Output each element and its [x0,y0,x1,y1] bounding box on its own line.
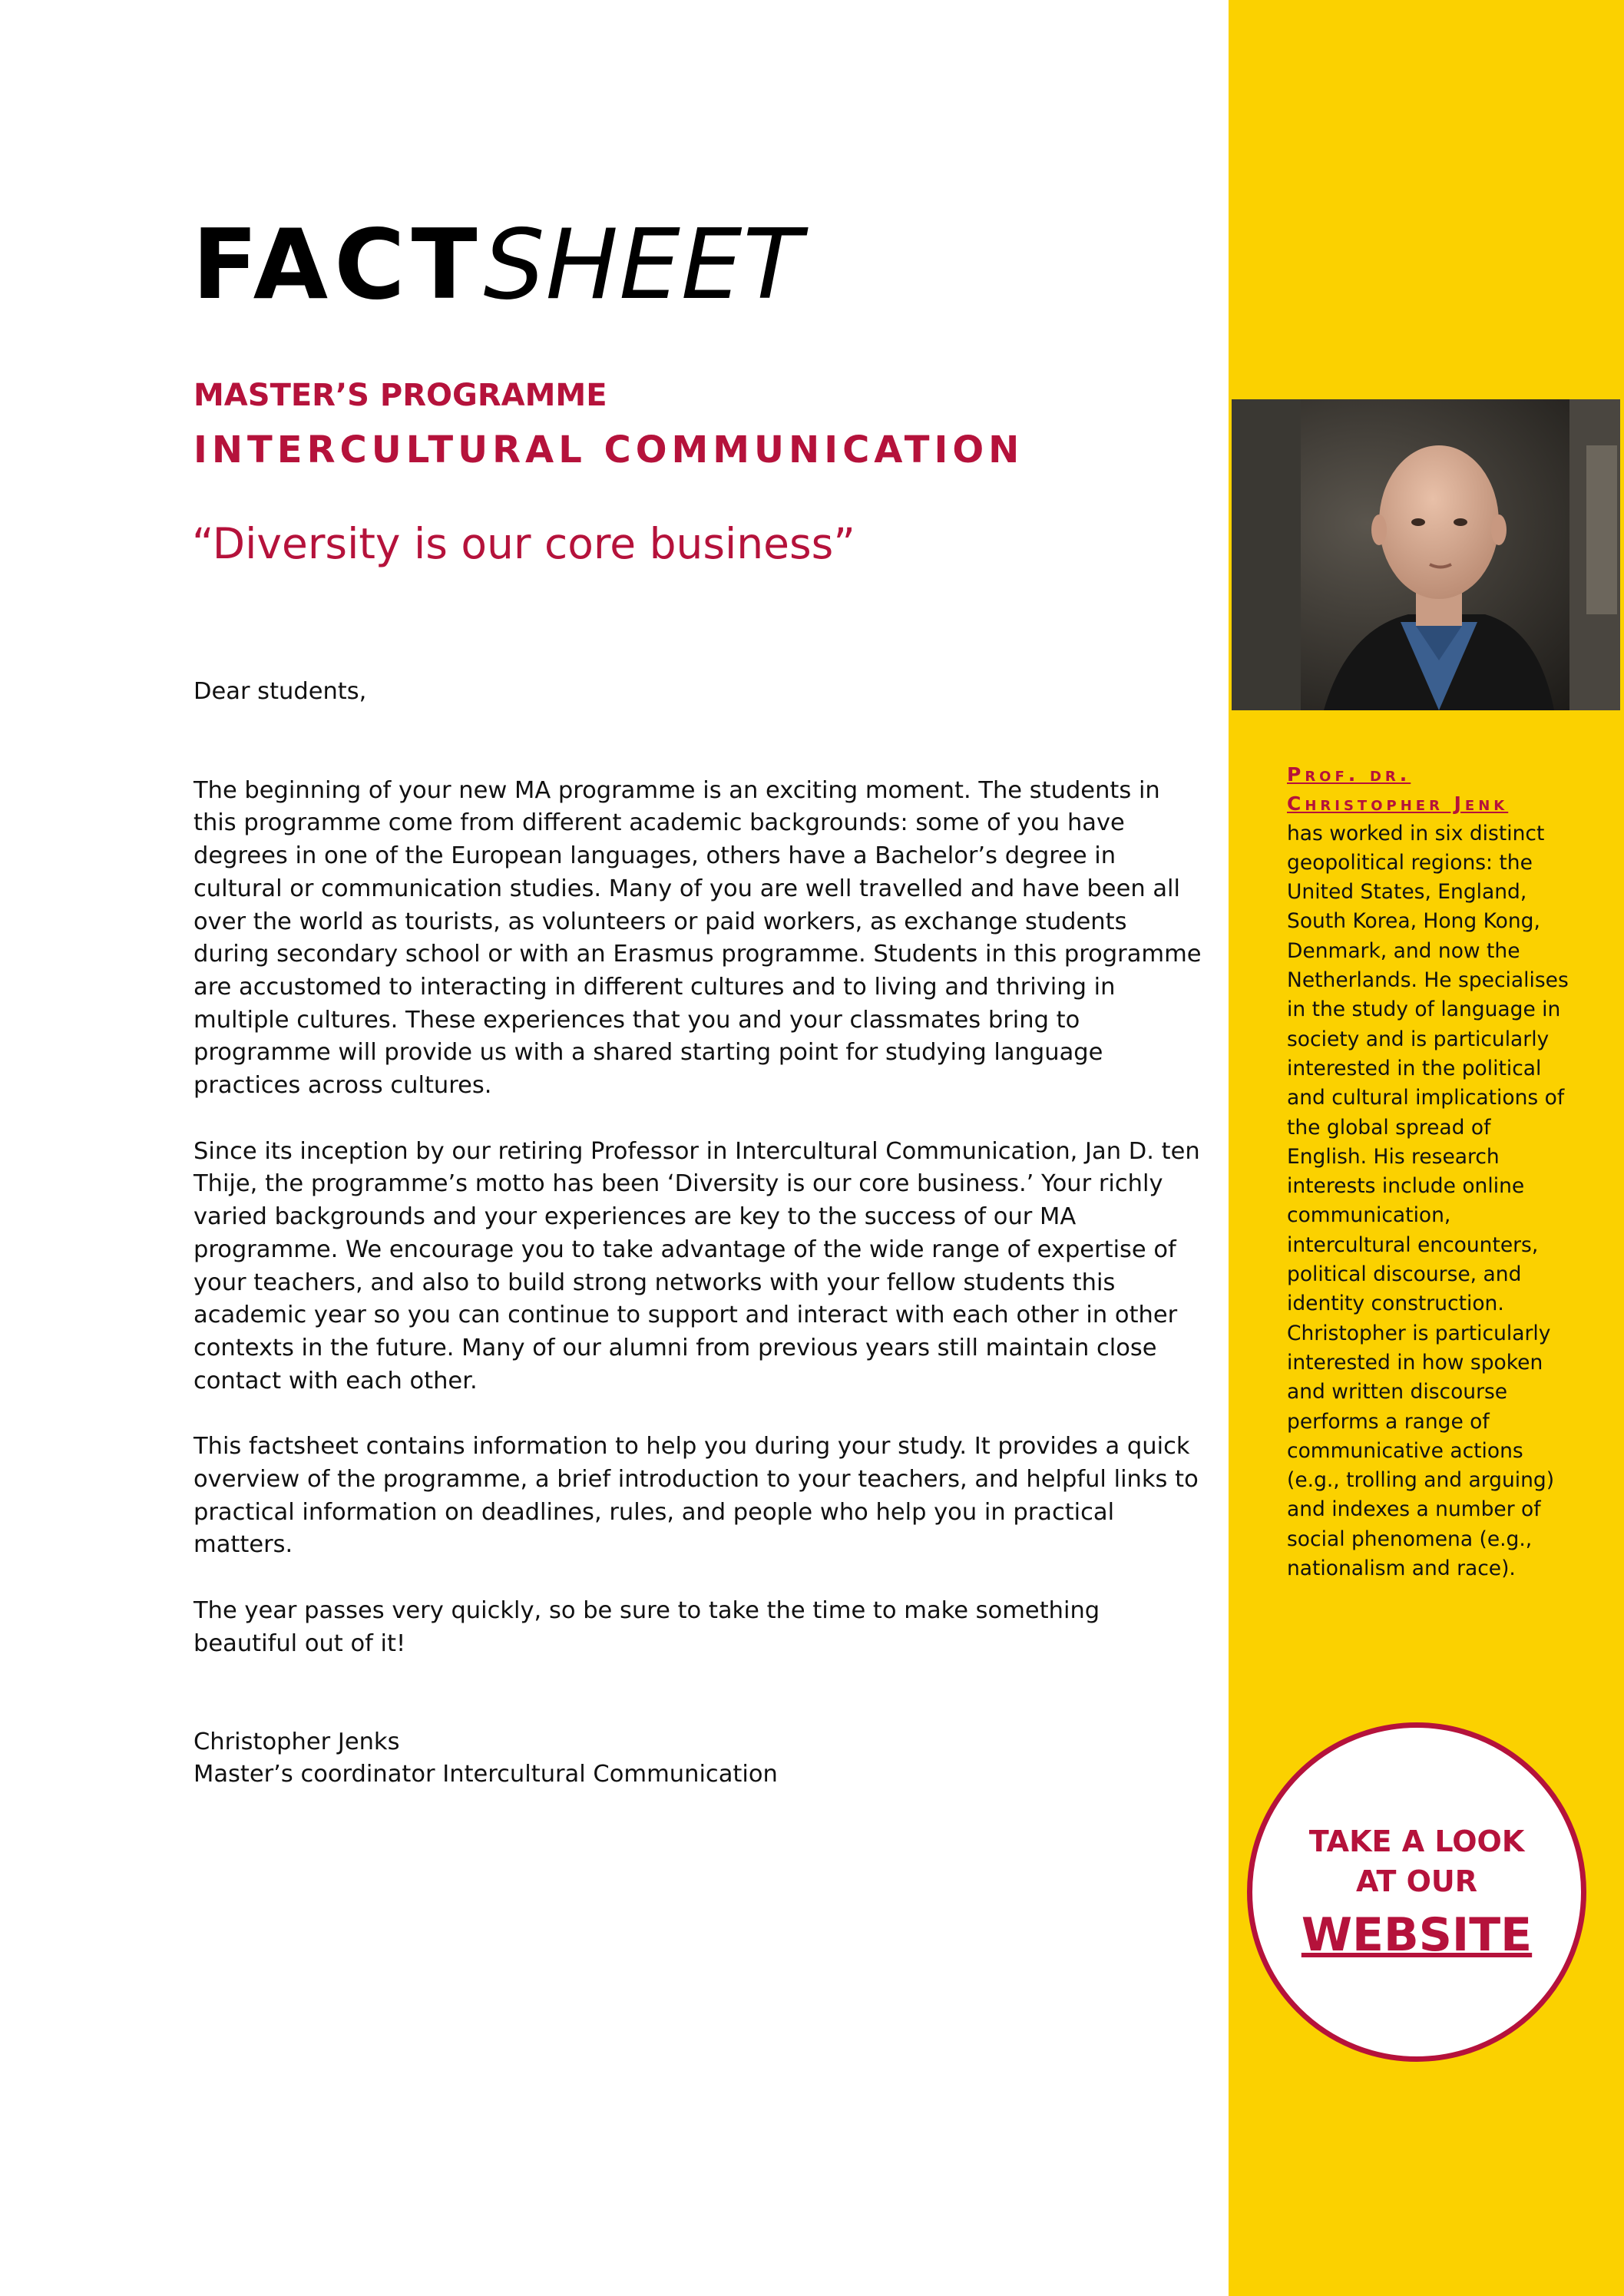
website-callout-line-2: AT OUR [1355,1864,1478,1898]
letter-paragraph-1: The beginning of your new MA programme is an exciting moment. The students in this programme come from different academic backgrounds: some of you have degrees in one of the European languages, others have a Bachelor’s degree in cultural or communication studies. Many of you are well travelled and have been all over the world as tourists, as volunteers or paid workers, as exchange students during secondary school or with an Erasmus programme. Students in this programme are accustomed to interacting in different cultures and to living and thriving in multiple cultures. These experiences that you and your classmates bring to programme will provide us with a shared starting point for studying language practices across cultures. [193,776,1202,1100]
signature-name: Christopher Jenks [193,1728,400,1755]
letter-paragraph-4: The year passes very quickly, so be sure to take the time to make something beautiful out of it! [193,1597,1100,1657]
welcome-letter [193,676,1207,1791]
website-link[interactable]: WEBSITE [1301,1908,1533,1962]
programme-motto: “Diversity is our core business” [192,519,855,568]
website-callout-line-1: TAKE A LOOK [1308,1825,1525,1858]
programme-name: INTERCULTURAL COMMUNICATION [193,428,1024,471]
title-italic-part: SHEET [483,208,803,321]
letter-paragraph-3: This factsheet contains information to help you during your study. It provides a quick overview of the programme, a brief introduction to your teachers, and helpful links to practical information on deadlines, rules, and people who help you in practical matters. [193,1433,1199,1559]
coordinator-bio [1287,760,1569,1583]
title-bold-part: FACT [192,208,484,321]
letter-paragraph-2: Since its inception by our retiring Professor in Intercultural Communication, Jan D. ten Thije, the programme’s motto has been ‘Diversity is our core business.’ Your richly varied backgrounds and your experiences are key to the success of our MA programme. We encourage you to take advantage of the wide range of expertise of your teachers, and also to build strong networks with your fellow students this academic year so you can continue to support and interact with each other in other contexts in the future. Many of our alumni from previous years still maintain close contact with each other. [193,1137,1200,1394]
programme-label: MASTER’S PROGRAMME [193,378,607,413]
website-callout[interactable] [1247,1722,1586,2062]
page-title [192,200,802,330]
letter-greeting: Dear students, [193,678,367,705]
signature-role: Master’s coordinator Intercultural Communication [193,1761,778,1788]
portrait-image [1232,399,1620,710]
bio-name-line-2: Christopher Jenk [1287,792,1509,816]
coordinator-photo [1232,399,1620,710]
bio-text: has worked in six distinct geopolitical regions: the United States, England, South Korea, Hong Kong, Denmark, and now the Netherlands. He specialises in the study of language in society and is particularly interested in the political and cultural implications of the global spread of English. His research interests include online communication, intercultural encounters, political discourse, and identity construction. Christopher is particularly interested in how spoken and written discourse performs a range of communicative actions (e.g., trolling and arguing) and indexes a number of social phenomena (e.g., nationalism and race). [1287,821,1569,1581]
bio-name-line-1: Prof. dr. [1287,763,1411,786]
